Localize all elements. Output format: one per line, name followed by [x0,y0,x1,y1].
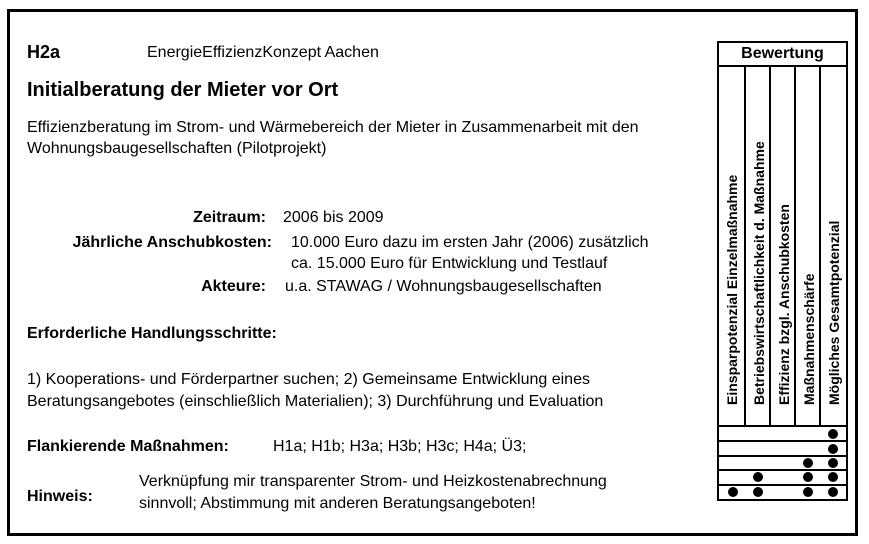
bewertung-title: Bewertung [719,43,846,67]
measure-code: H2a [27,42,61,62]
rating-dot [828,429,838,439]
rating-dot [803,487,813,497]
rating-dot [803,472,813,482]
criterion-column [719,67,744,425]
anschubkosten-value: ca. 15.000 Euro für Entwicklung und Testlauf [291,255,608,272]
rating-dot [828,444,838,454]
program-name: EnergieEffizienzKonzept Aachen [147,44,379,61]
bewertung-table [717,41,848,501]
steps-line: Beratungsangebotes (einschließlich Materialien); 3) Durchführung und Evaluation [27,393,604,410]
rating-row-divider [719,455,846,457]
measure-card [7,9,858,536]
description-line: Effizienzberatung im Strom- und Wärmebereich der Mieter in Zusammenarbeit mit den [27,119,639,136]
hinweis-line: Verknüpfung mir transparenter Strom- und Heizkostenabrechnung [139,473,607,490]
hinweis-line: sinnvoll; Abstimmung mit anderen Beratungsangeboten! [139,495,536,512]
flankierende-label: Flankierende Maßnahmen: [27,438,229,455]
steps-heading: Erforderliche Handlungsschritte: [27,325,277,342]
rating-dot [753,472,763,482]
criterion-label: Mögliches Gesamtpotenzial [825,220,842,405]
rating-row-divider [719,484,846,486]
criterion-column [744,67,771,425]
akteure-label: Akteure: [201,278,266,295]
description-line: Wohnungsbaugesellschaften (Pilotprojekt) [27,140,327,157]
criterion-label: Effizienz bzgl. Anschubkosten [775,204,792,405]
rating-grid-divider [719,425,846,427]
zeitraum-value: 2006 bis 2009 [283,209,384,226]
rating-row-divider [719,469,846,471]
flankierende-value: H1a; H1b; H3a; H3b; H3c; H4a; Ü3; [273,438,527,455]
criterion-column [819,67,846,425]
measure-title: Initialberatung der Mieter vor Ort [27,79,339,101]
criterion-column [794,67,821,425]
criterion-label: Maßnahmenschärfe [800,273,817,405]
criterion-column [769,67,796,425]
rating-dot [728,487,738,497]
rating-dot [828,472,838,482]
rating-dot [803,458,813,468]
zeitraum-label: Zeitraum: [193,209,266,226]
rating-row-divider [719,440,846,442]
anschubkosten-label: Jährliche Anschubkosten: [72,234,272,251]
hinweis-label: Hinweis: [27,488,93,505]
rating-dot [828,487,838,497]
rating-dot [828,458,838,468]
akteure-value: u.a. STAWAG / Wohnungsbaugesellschaften [285,278,602,295]
rating-dot [753,487,763,497]
criterion-label: Einsparpotenzial Einzelmaßnahme [723,174,740,405]
anschubkosten-value: 10.000 Euro dazu im ersten Jahr (2006) zusätzlich [291,234,649,251]
steps-line: 1) Kooperations- und Förderpartner suchen; 2) Gemeinsame Entwicklung eines [27,371,590,388]
criterion-label: Betriebswirtschaftlichkeit d. Maßnahme [750,141,767,405]
